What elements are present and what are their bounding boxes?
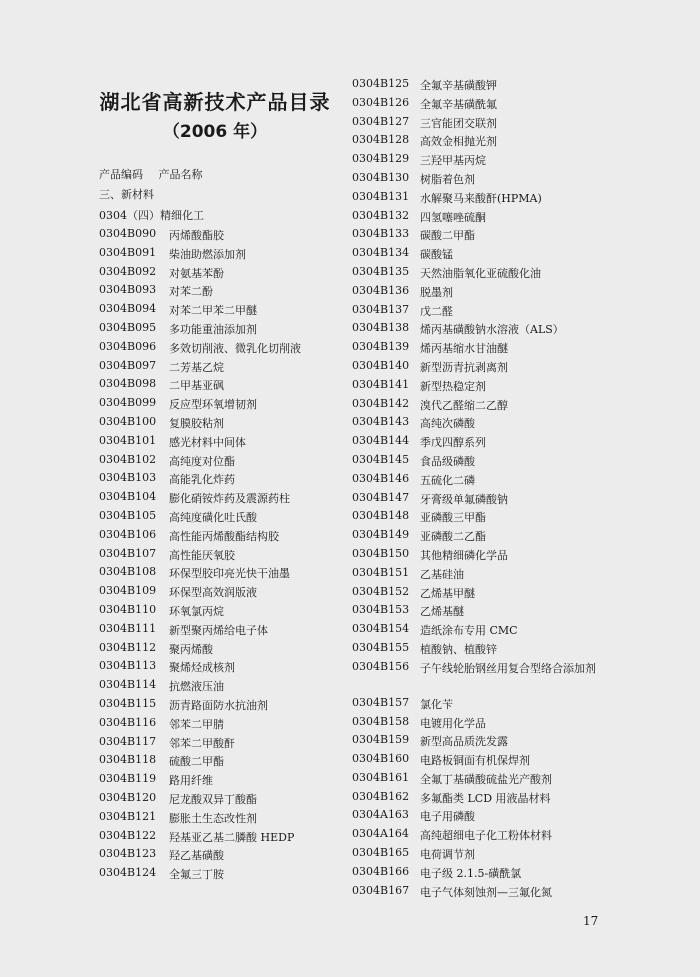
product-code: 0304B096 — [99, 339, 157, 353]
product-code: 0304B119 — [99, 772, 157, 786]
product-code: 0304B094 — [99, 302, 157, 316]
product-code: 0304B118 — [99, 753, 157, 767]
product-name: 牙膏级单氟磷酸钠 — [420, 492, 508, 506]
product-name: 聚丙烯酸 — [169, 642, 213, 656]
product-code: 0304B149 — [352, 528, 410, 542]
product-name: 新型聚丙烯给电子体 — [169, 623, 268, 637]
product-code: 0304B165 — [352, 846, 410, 860]
page-year: （2006 年） — [162, 122, 268, 142]
product-code: 0304B161 — [352, 770, 410, 784]
product-code: 0304B151 — [352, 565, 410, 579]
product-code: 0304B137 — [352, 302, 410, 316]
name-column-label: 产品名称 — [158, 168, 203, 181]
product-code: 0304B108 — [99, 565, 157, 579]
product-name: 季戊四醇系列 — [420, 436, 486, 450]
product-code: 0304B117 — [99, 734, 157, 748]
product-code: 0304B141 — [352, 377, 410, 391]
product-name: 子午线轮胎钢丝用复合型络合添加剂 — [420, 661, 596, 675]
product-name: 柴油助燃添加剂 — [169, 247, 246, 261]
product-code: 0304B131 — [352, 189, 410, 203]
product-name: 烯丙基磺酸钠水溶液（ALS） — [420, 323, 564, 337]
product-name: 碳酸二甲酯 — [420, 229, 475, 243]
product-code: 0304B124 — [99, 866, 157, 880]
page-number: 17 — [583, 914, 599, 928]
product-code: 0304B129 — [352, 152, 410, 166]
product-name: 多氟酯类 LCD 用液晶材料 — [420, 791, 551, 805]
product-name: 乙基硅油 — [420, 567, 464, 581]
product-code: 0304B121 — [99, 809, 157, 823]
product-code: 0304B138 — [352, 321, 410, 335]
product-name: 路用纤维 — [169, 774, 213, 788]
product-code: 0304B153 — [352, 603, 410, 617]
product-code: 0304B100 — [99, 414, 157, 428]
product-name: 造纸涂布专用 CMC — [420, 624, 518, 638]
product-name: 新型高品质洗发露 — [420, 735, 508, 749]
product-name: 树脂着色剂 — [420, 172, 475, 186]
product-name: 烯丙基缩水甘油醚 — [420, 342, 508, 356]
product-code: 0304B136 — [352, 283, 410, 297]
product-name: 溴代乙醛缩二乙醇 — [420, 398, 508, 412]
product-code: 0304B112 — [99, 640, 157, 654]
product-code: 0304B166 — [352, 864, 410, 878]
subsection-heading: 0304（四）精细化工 — [99, 209, 204, 222]
product-name: 亚磷酸二乙酯 — [420, 530, 486, 544]
product-name: 沥青路面防水抗油剂 — [169, 698, 268, 712]
product-code: 0304B111 — [99, 621, 157, 635]
product-code: 0304B148 — [352, 509, 410, 523]
product-code: 0304B154 — [352, 622, 410, 636]
product-code: 0304B091 — [99, 245, 157, 259]
product-code: 0304B113 — [99, 659, 157, 673]
product-code: 0304B128 — [352, 133, 410, 147]
product-name: 全氟丁基磺酸硫盐光产酸剂 — [420, 772, 552, 786]
product-code: 0304B092 — [99, 264, 157, 278]
product-name: 碳酸锰 — [420, 248, 453, 262]
product-code: 0304B132 — [352, 208, 410, 222]
product-name: 高效金相抛光剂 — [420, 135, 497, 149]
product-name: 二芳基乙烷 — [169, 360, 224, 374]
product-code: 0304B105 — [99, 508, 157, 522]
product-name: 戊二醛 — [420, 304, 453, 318]
product-code: 0304B140 — [352, 358, 410, 372]
product-code: 0304B101 — [99, 433, 157, 447]
product-name: 邻苯二甲腈 — [169, 717, 224, 731]
product-name: 四氢噻唑硫酮 — [420, 210, 486, 224]
product-code: 0304A163 — [352, 808, 409, 822]
product-code: 0304B135 — [352, 264, 410, 278]
product-code: 0304B144 — [352, 434, 410, 448]
product-code: 0304B145 — [352, 452, 410, 466]
product-code: 0304B156 — [352, 659, 410, 673]
product-code: 0304B093 — [99, 283, 157, 297]
product-name: 电镀用化学品 — [420, 716, 486, 730]
product-code: 0304B147 — [352, 490, 410, 504]
product-name: 全氟三丁胺 — [169, 868, 224, 882]
product-code: 0304B125 — [352, 77, 410, 90]
product-name: 丙烯酸酯胶 — [169, 229, 224, 242]
product-name: 电子用磷酸 — [420, 810, 475, 824]
product-name: 乙烯基醚 — [420, 605, 464, 619]
product-code: 0304B104 — [99, 490, 157, 504]
product-code: 0304B099 — [99, 396, 157, 410]
product-name: 感光材料中间体 — [169, 435, 246, 449]
product-code: 0304B103 — [99, 471, 157, 485]
product-name: 高纯超细电子化工粉体材料 — [420, 829, 552, 843]
product-name: 高能乳化炸药 — [169, 473, 235, 487]
product-name: 反应型环氧增韧剂 — [169, 398, 257, 412]
code-column-label: 产品编码 — [99, 168, 143, 181]
product-name: 三羟甲基丙烷 — [420, 154, 486, 168]
product-name: 复膜胶粘剂 — [169, 416, 224, 430]
product-name: 高纯度磺化吐氏酸 — [169, 510, 257, 524]
product-code: 0304B159 — [352, 733, 410, 747]
product-code: 0304B157 — [352, 695, 410, 709]
product-name: 电荷调节剂 — [420, 848, 475, 862]
section-heading: 三、新材料 — [99, 188, 154, 201]
product-name: 环氧氯丙烷 — [169, 604, 224, 618]
product-code: 0304B109 — [99, 584, 157, 598]
product-name: 对苯二甲苯二甲醚 — [169, 304, 257, 318]
product-code: 0304B097 — [99, 358, 157, 372]
product-code: 0304B152 — [352, 584, 410, 598]
product-name: 多效切削液、微乳化切削液 — [169, 341, 301, 355]
product-name: 高纯次磷酸 — [420, 417, 475, 431]
product-code: 0304B130 — [352, 170, 410, 184]
product-name: 氯化苄 — [420, 697, 453, 711]
product-name: 二甲基亚砜 — [169, 379, 224, 393]
product-name: 新型沥青抗剥离剂 — [420, 360, 508, 374]
product-code: 0304B139 — [352, 340, 410, 354]
product-code: 0304B160 — [352, 752, 410, 766]
product-name: 环保型胶印亮光快干油墨 — [169, 567, 290, 581]
product-code: 0304B127 — [352, 114, 410, 128]
product-name: 乙烯基甲醚 — [420, 586, 475, 600]
product-name: 食品级磷酸 — [420, 454, 475, 468]
product-name: 脱墨剂 — [420, 285, 453, 299]
product-code: 0304B133 — [352, 227, 410, 241]
product-code: 0304B114 — [99, 678, 157, 692]
product-code: 0304B116 — [99, 715, 157, 729]
product-code: 0304B150 — [352, 546, 410, 560]
product-name: 五硫化二磷 — [420, 473, 475, 487]
product-code: 0304B126 — [352, 95, 410, 109]
product-name: 膨胀土生态改性剂 — [169, 811, 257, 825]
product-name: 电路板铜面有机保焊剂 — [420, 754, 530, 768]
product-code: 0304B110 — [99, 602, 157, 616]
product-code: 0304B120 — [99, 790, 157, 804]
product-code: 0304A164 — [352, 827, 409, 841]
product-name: 高性能厌氧胶 — [169, 548, 235, 562]
product-name: 电子级 2.1.5-磺酰氯 — [420, 866, 522, 880]
page-title: 湖北省高新技术产品目录 — [99, 90, 331, 114]
product-name: 其他精细磷化学品 — [420, 548, 508, 562]
product-name: 电子气体刻蚀剂—三氟化氮 — [420, 885, 552, 899]
product-name: 邻苯二甲酸酐 — [169, 736, 235, 750]
product-code: 0304B167 — [352, 883, 410, 897]
product-name: 羟乙基磺酸 — [169, 849, 224, 863]
product-name: 羟基亚乙基二膦酸 HEDP — [169, 830, 295, 844]
product-name: 亚磷酸三甲酯 — [420, 511, 486, 525]
product-name: 聚烯烃成核剂 — [169, 661, 235, 675]
product-code: 0304B146 — [352, 471, 410, 485]
product-name: 抗燃液压油 — [169, 680, 224, 694]
product-name: 尼龙酸双异丁酸酯 — [169, 792, 257, 806]
product-name: 多功能重油添加剂 — [169, 322, 257, 336]
product-name: 全氟辛基磺酰氟 — [420, 97, 497, 111]
product-name: 全氟辛基磺酸钾 — [420, 79, 497, 92]
product-code: 0304B155 — [352, 640, 410, 654]
product-code: 0304B134 — [352, 246, 410, 260]
product-name: 植酸钠、植酸锌 — [420, 642, 497, 656]
product-name: 天然油脂氧化亚硫酸化油 — [420, 266, 541, 280]
product-code: 0304B102 — [99, 452, 157, 466]
product-code: 0304B115 — [99, 696, 157, 710]
product-code: 0304B162 — [352, 789, 410, 803]
product-name: 水解聚马来酸酐(HPMA) — [420, 191, 542, 205]
product-code: 0304B143 — [352, 415, 410, 429]
product-code: 0304B122 — [99, 828, 157, 842]
product-name: 对氨基苯酚 — [169, 266, 224, 280]
product-code: 0304B098 — [99, 377, 157, 391]
product-name: 新型热稳定剂 — [420, 379, 486, 393]
product-name: 高性能丙烯酸酯结构胶 — [169, 529, 279, 543]
product-code: 0304B142 — [352, 396, 410, 410]
column-header — [99, 166, 215, 182]
product-name: 环保型高效润版液 — [169, 586, 257, 600]
product-code: 0304B107 — [99, 546, 157, 560]
product-code: 0304B158 — [352, 714, 410, 728]
product-name: 三官能团交联剂 — [420, 116, 497, 130]
product-name: 膨化硝铵炸药及震源药柱 — [169, 492, 290, 506]
product-name: 对苯二酚 — [169, 285, 213, 299]
product-name: 硫酸二甲酯 — [169, 755, 224, 769]
product-code: 0304B095 — [99, 320, 157, 334]
product-code: 0304B090 — [99, 227, 157, 240]
product-name: 高纯度对位酯 — [169, 454, 235, 468]
product-code: 0304B106 — [99, 527, 157, 541]
product-code: 0304B123 — [99, 847, 157, 861]
